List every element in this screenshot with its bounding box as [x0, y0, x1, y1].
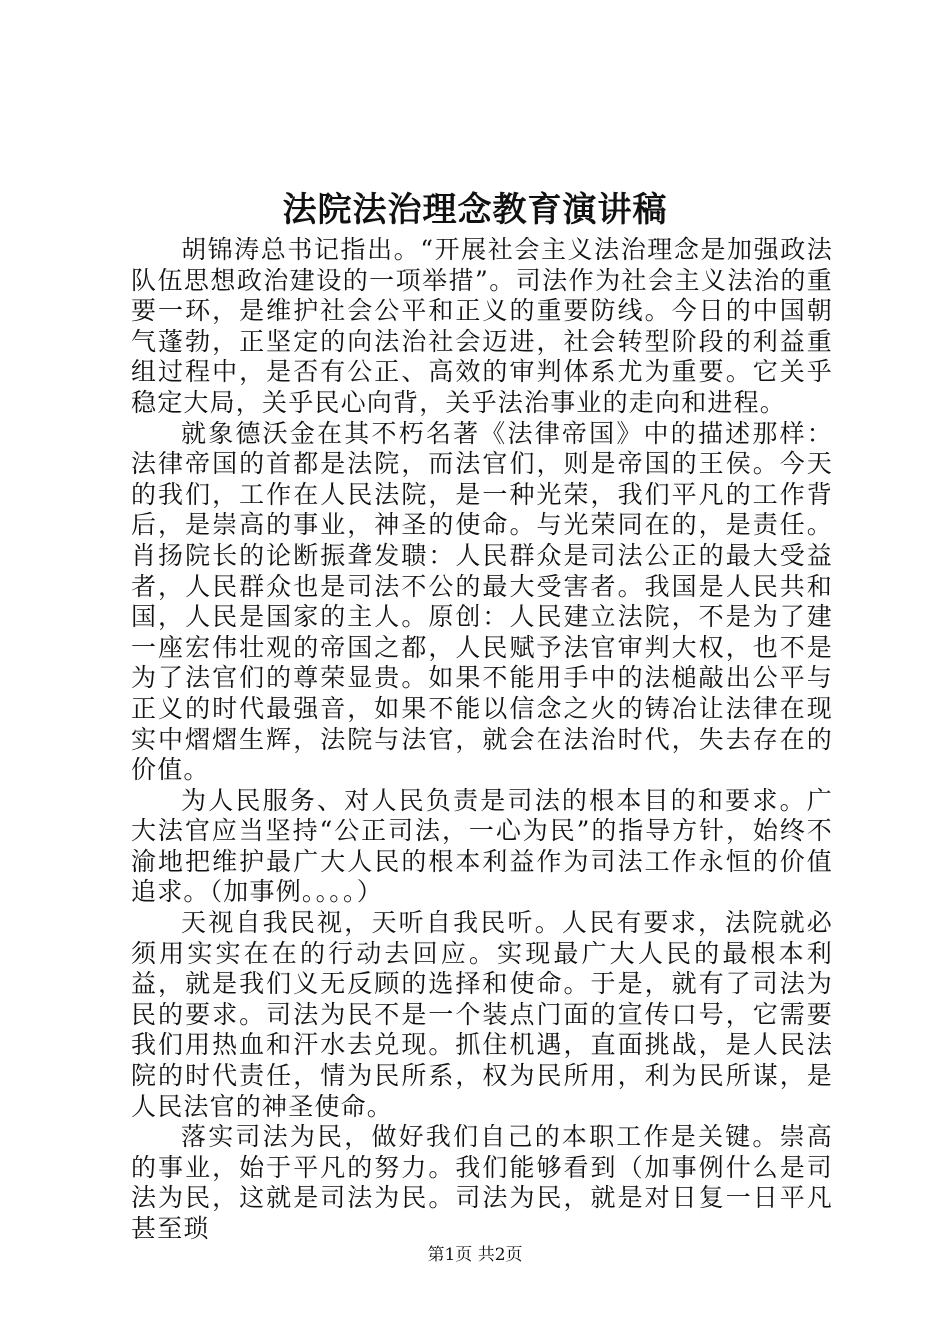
paragraph: 天视自我民视，天听自我民听。人民有要求，法院就必须用实实在在的行动去回应。实现最广大人民的最根本利益，就是我们义无反顾的选择和使命。于是，就有了司法为民的要求。司法为民不是一个装点门面的宣传口号，它需要我们用热血和汗水去兑现。抓住机遇，直面挑战，是人民法院的时代责任，情为民所系，权为民所用，利为民所谋，是人民法官的神圣使命。: [131, 908, 833, 1121]
paragraph: 胡锦涛总书记指出。“开展社会主义法治理念是加强政法队伍思想政治建设的一项举措”。司法作为社会主义法治的重要一环，是维护社会公平和正义的重要防线。今日的中国朝气蓬勃，正坚定的向法治社会迈进，社会转型阶段的利益重组过程中，是否有公正、高效的审判体系尤为重要。它关乎稳定大局，关乎民心向背，关乎法治事业的走向和进程。: [131, 235, 833, 417]
paragraph: 为人民服务、对人民负责是司法的根本目的和要求。广大法官应当坚持“公正司法，一心为民”的指导方针，始终不渝地把维护最广大人民的根本利益作为司法工作永恒的价值追求。（加事例。。。。）: [131, 785, 833, 907]
paragraph: 落实司法为民，做好我们自己的本职工作是关键。崇高的事业，始于平凡的努力。我们能够看到（加事例什么是司法为民，这就是司法为民。司法为民，就是对日复一日平凡甚至琐: [131, 1122, 833, 1243]
paragraph: 就象德沃金在其不朽名著《法律帝国》中的描述那样：法律帝国的首都是法院，而法官们，则是帝国的王侯。今天的我们，工作在人民法院，是一种光荣，我们平凡的工作背后，是崇高的事业，神圣的使命。与光荣同在的，是责任。肖扬院长的论断振聋发聩：人民群众是司法公正的最大受益者，人民群众也是司法不公的最大受害者。我国是人民共和国，人民是国家的主人。原创：人民建立法院，不是为了建一座宏伟壮观的帝国之都，人民赋予法官审判大权，也不是为了法官们的尊荣显贵。如果不能用手中的法槌敲出公平与正义的时代最强音，如果不能以信念之火的铸冶让法律在现实中熠熠生辉，法院与法官，就会在法治时代，失去存在的价值。: [131, 418, 833, 785]
page-title: 法院法治理念教育演讲稿: [282, 190, 668, 230]
document-body: [131, 235, 833, 1245]
page-number-footer: 第1页 共2页: [427, 1245, 523, 1265]
